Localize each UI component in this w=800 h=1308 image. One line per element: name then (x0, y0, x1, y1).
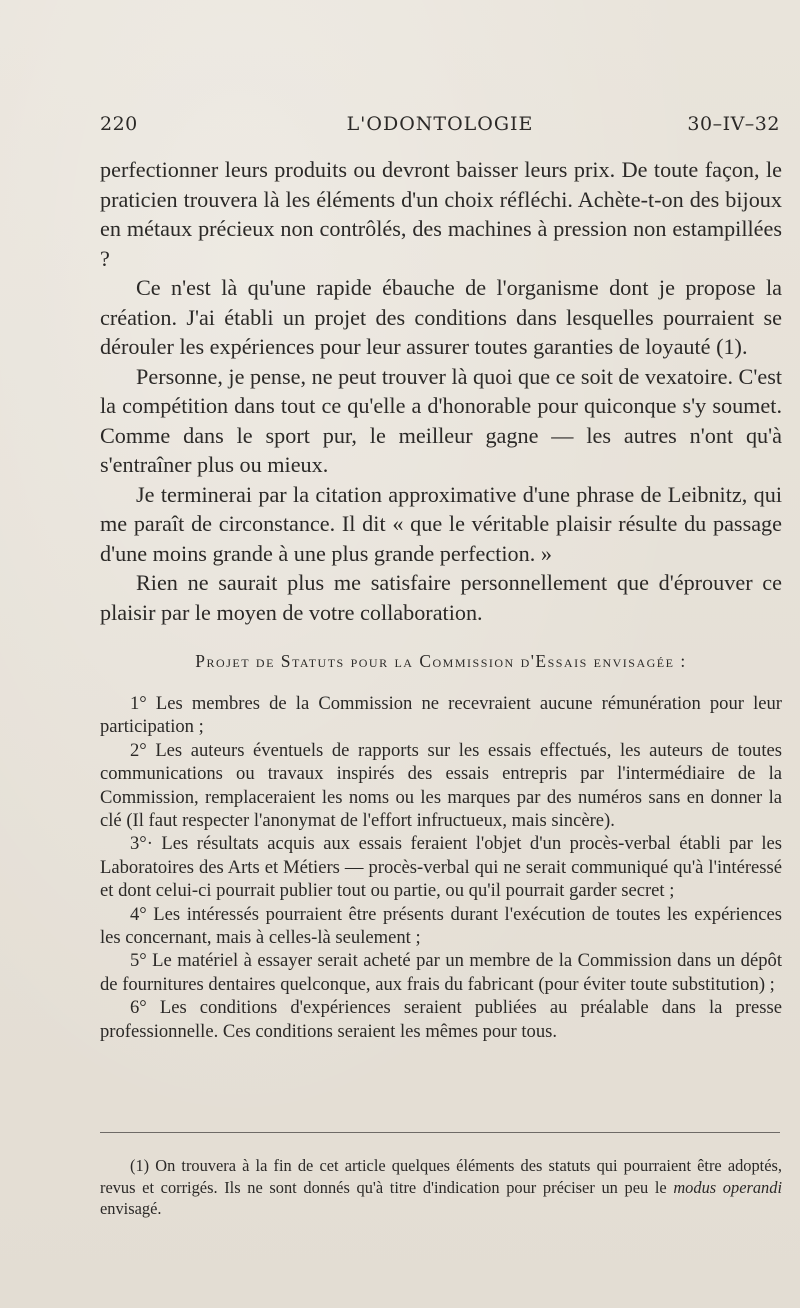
statute-item: 4° Les intéressés pourraient être présents durant l'exécution de toutes les expériences les concernant, mais à celles-là seulement ; (100, 903, 782, 949)
page-number: 220 (100, 113, 138, 135)
section-title: Projet de Statuts pour la Commission d'Essais envisagée : (195, 651, 687, 671)
statutes-list (100, 692, 782, 1043)
statute-item: 6° Les conditions d'expériences seraient publiées au préalable dans la presse professionnelle. Ces conditions seraient les mêmes pour tous. (100, 997, 782, 1042)
statute-item: 5° Le matériel à essayer serait acheté par un membre de la Commission dans un dépôt de fournitures dentaires quelconque, aux frais du fabricant (pour éviter toute substitution) ; (100, 950, 782, 995)
main-text (100, 155, 782, 627)
paragraph: Rien ne saurait plus me satisfaire personnellement que d'éprouver ce plaisir par le moyen de votre collaboration. (100, 570, 782, 625)
paragraph: Ce n'est là qu'une rapide ébauche de l'organisme dont je propose la création. J'ai établi un projet des conditions dans lesquelles pourraient se dérouler les expériences pour leur assurer toutes garanties de loyauté (1). (100, 275, 782, 359)
footnote-text (100, 1155, 782, 1220)
statute-item: 1° Les membres de la Commission ne recevraient aucune rémunération pour leur participation ; (100, 693, 782, 738)
paragraph: Personne, je pense, ne peut trouver là quoi que ce soit de vexatoire. C'est la compétition dans tout ce qu'elle a d'honorable pour quiconque s'y soumet. Comme dans le sport pur, le meilleur gagne — les autres n'ont qu'à s'entraîner plus ou mieux. (100, 363, 783, 477)
footnote (100, 1155, 782, 1220)
footnote-text-start: (1) On trouvera à la fin de cet article quelques éléments des statuts qui pourraient être adoptés, revus et corrigés. Ils ne sont donnés qu'à titre d'indication pour préciser un peu le (100, 1156, 782, 1197)
paragraph: perfectionner leurs produits ou devront baisser leurs prix. De toute façon, le praticien trouvera là les éléments d'un choix réfléchi. Achète-t-on des bijoux en métaux précieux non contrôlés, des machines à pression non estampillées ? (100, 157, 782, 271)
footnote-italic-phrase: modus operandi (673, 1177, 782, 1197)
journal-title: L'ODONTOLOGIE (346, 113, 534, 135)
footnote-divider (100, 1132, 780, 1133)
statute-item: 3°· Les résultats acquis aux essais feraient l'objet d'un procès-verbal établi par les Laboratoires des Arts et Métiers — procès-verbal qui ne serait communiqué qu'à l'intéressé et dont celui-ci pourrait publier tout ou partie, ou qu'il pourrait garder secret ; (100, 833, 782, 902)
issue-date: 30–IV–32 (687, 113, 780, 135)
running-header (100, 113, 780, 143)
paragraph: Je terminerai par la citation approximative d'une phrase de Leibnitz, qui me paraît de circonstance. Il dit « que le véritable plaisir résulte du passage d'une moins grande à une plus grande perfection. » (100, 481, 782, 566)
statute-item: 2° Les auteurs éventuels de rapports sur les essais effectués, les auteurs de toutes communications ou travaux inspirés des essais entrepris par l'intermédiaire de la Commission, remplaceraient les noms ou les marques par des numéros sans en donner la clé (Il faut respecter l'anonymat de l'effort infructueux, mais sincère). (100, 739, 782, 832)
footnote-text-end: envisagé. (100, 1199, 162, 1218)
